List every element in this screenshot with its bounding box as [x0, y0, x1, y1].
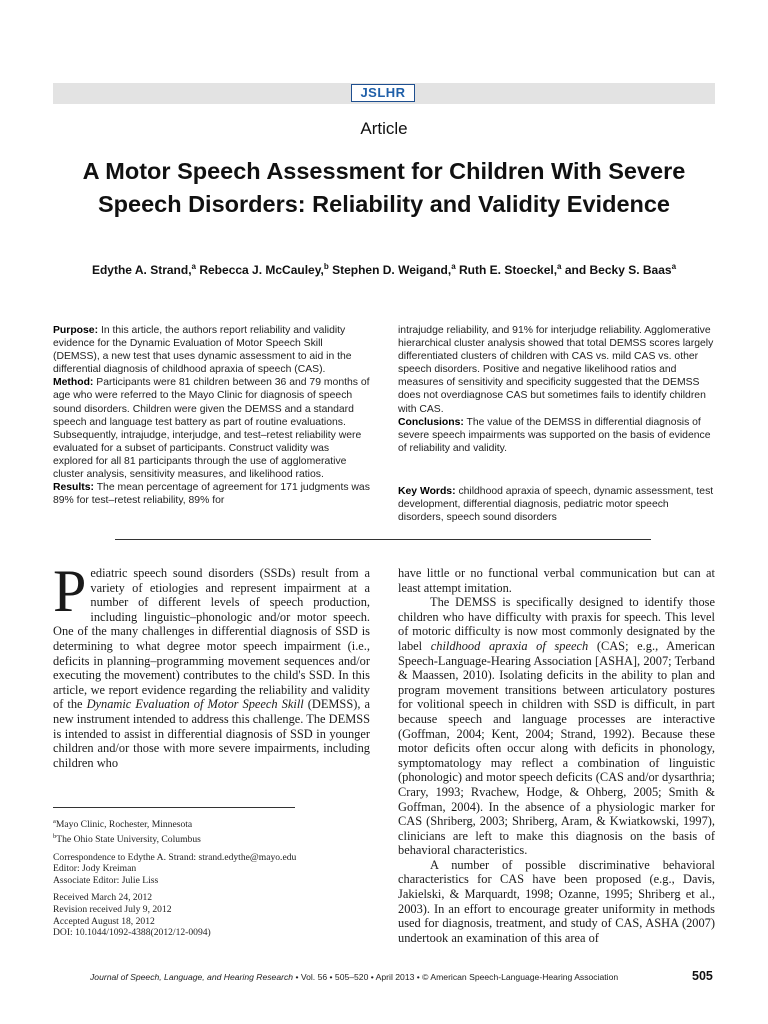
body-right-column: [398, 566, 715, 945]
purpose-text: In this article, the authors report reliability and validity evidence for the Dynamic Evaluation of Motor Speech Skill (DEMSS), a new test that uses dynamic assessment to aid in the differential diagnosis of childhood apraxia of speech (CAS).: [53, 325, 352, 376]
results-text: The mean percentage of agreement for 171 judgments was 89% for test–retest reliability, 89% for: [53, 482, 370, 507]
abstract-right-column: [398, 324, 716, 524]
volume-info: • Vol. 56 • 505–520 • April 2013 • © American Speech-Language-Hearing Association: [293, 972, 619, 982]
body-paragraph: [398, 595, 715, 858]
author-name: Edythe A. Strand,: [91, 263, 192, 277]
section-label: Article: [360, 119, 408, 138]
page-footer: [90, 972, 690, 982]
keywords: [398, 485, 716, 524]
footnote-divider: [53, 807, 295, 808]
body-paragraph: [53, 558, 370, 770]
body-text: ediatric speech sound disorders (SSDs) result from a variety of etiologies and represent impairment at a number of different levels of speech production, including linguistic–phonologic and/or motor speech. One of the many challenges in differential diagnosis of SSD is determining to what degree motor speech impairment (i.e., deficits in planning–programming movement sequences and/or executing the movement) contributes to the child's SSD. In this article, we report evidence regarding the reliability and validity of the: [53, 566, 370, 712]
page-number: 505: [692, 969, 713, 983]
conclusions-label: Conclusions:: [398, 416, 464, 428]
body-text: (DEMSS), a new instrument intended to address this challenge. The DEMSS is intended to assist in differential diagnosis of SSD in younger children and/or those with more severe impairments, including children who: [53, 697, 370, 770]
affiliation-mark: a: [451, 262, 456, 271]
footnotes: [53, 816, 373, 939]
keywords-text: childhood apraxia of speech, dynamic assessment, test development, differential diagnosis, pediatric motor speech disorders, speech sound disorders: [398, 485, 714, 524]
drop-cap: P: [53, 558, 87, 624]
method-text: Participants were 81 children between 36 and 79 months of age who were referred to the Mayo Clinic for diagnosis of speech sound disorders. Children were given the DEMSS and a standard speech and language test battery as part of routine evaluations. Subsequently, intrajudge, interjudge, and test–retest reliability were evaluated for a subset of participants. Construct validity was explored for all 81 participants through the use of agglomerative cluster analysis, sensitivity measures, and likelihood ratios.: [53, 377, 370, 481]
affiliation-mark: a: [53, 818, 56, 825]
journal-name: Journal of Speech, Language, and Hearing Research: [90, 972, 294, 982]
affiliation-footnote: [53, 831, 373, 846]
author-name: Ruth E. Stoeckel,: [459, 263, 558, 277]
body-text: (CAS; e.g., American Speech-Language-Hearing Association [ASHA], 2007; Terband & Maassen, 2010). Isolating deficits in the ability to plan and program movement transitions between articulatory postures for volitional speech in children with SSD is difficult, in part because speech and language processes are interactive (Goffman, 2004; Kent, 2004; Strand, 1992). Because these motor deficits often occur along with deficits in phonology, symptomatology may reflect a combination of linguistic (phonologic) and motor speech deficits (CAS and/or dysarthria; Crary, 1993; Rvachew, Hodge, & Ohberg, 2005; Smith & Goffman, 2004). In the absence of a physiologic marker for CAS (Shriberg, 2003; Shriberg, Aram, & Kwiatkowski, 1997), clinicians are left to make this diagnosis on the basis of behavioral characteristics.: [398, 638, 715, 858]
body-paragraph: have little or no functional verbal communication but can at least attempt imitation.: [398, 566, 715, 595]
affiliation-footnote: [53, 816, 373, 831]
body-left-column: [53, 558, 370, 770]
article-title: A Motor Speech Assessment for Children With Severe Speech Disorders: Reliability and Validity Evidence: [82, 158, 686, 217]
doi: DOI: 10.1044/1092-4388(2012/12-0094): [53, 927, 211, 939]
received-date: Received March 24, 2012: [53, 892, 153, 904]
affiliation-mark: b: [53, 832, 57, 840]
affiliation-text: Mayo Clinic, Rochester, Minnesota: [55, 819, 193, 831]
body-paragraph: A number of possible discriminative behavioral characteristics for CAS have been proposed (e.g., Davis, Jakielski, & Marquardt, 1998; Ozanne, 1995; Shriberg et al., 2003). In an effort to encourage greater uniformity in methods used for diagnosis, treatment, and study of CAS, ASHA (2007) undertook an examination of this area of: [398, 857, 715, 945]
author-name: and Becky S. Baas: [564, 263, 672, 277]
revision-date: Revision received July 9, 2012: [53, 903, 172, 915]
affiliation-mark: a: [557, 262, 562, 271]
abstract-left-column: [53, 324, 371, 507]
correspondence: Correspondence to Edythe A. Strand: strand.edythe@mayo.edu: [53, 851, 297, 863]
body-text: The DEMSS is specifically designed to identify those children who have difficulty with praxis for speech. This level of motoric difficulty is now most commonly designated by the label: [398, 595, 715, 653]
conclusions-text: The value of the DEMSS in differential diagnosis of severe speech impairments was supported on the basis of evidence of reliability and validity.: [398, 416, 711, 454]
body-italic: childhood apraxia of speech: [430, 638, 589, 653]
author-name: Rebecca J. McCauley,: [199, 263, 324, 277]
results-label: Results:: [53, 482, 94, 494]
affiliation-mark: a: [191, 262, 196, 271]
purpose-label: Purpose:: [53, 325, 99, 336]
associate-editor: Associate Editor: Julie Liss: [53, 874, 159, 886]
results-text-continued: intrajudge reliability, and 91% for interjudge reliability. Agglomerative hierarchical cluster analysis showed that total DEMSS scores largely differentiated clusters of children with CAS vs. mild CAS vs. other speech disorders. Positive and negative likelihood ratios and measures of sensitivity and specificity suggested that the DEMSS does not overdiagnose CAS but sometimes fails to identify children with CAS.: [398, 325, 714, 415]
method-label: Method:: [53, 377, 94, 389]
affiliation-mark: b: [323, 262, 329, 271]
author-name: Stephen D. Weigand,: [332, 263, 452, 277]
affiliation-text: The Ohio State University, Columbus: [56, 833, 201, 845]
accepted-date: Accepted August 18, 2012: [53, 915, 155, 927]
journal-logo: JSLHR: [351, 84, 415, 102]
affiliation-mark: a: [671, 262, 677, 271]
abstract-divider: [115, 539, 651, 540]
keywords-label: Key Words:: [398, 485, 456, 497]
editor: Editor: Jody Kreiman: [53, 863, 137, 875]
body-italic: Dynamic Evaluation of Motor Speech Skill: [86, 697, 304, 712]
author-list: [30, 262, 738, 277]
